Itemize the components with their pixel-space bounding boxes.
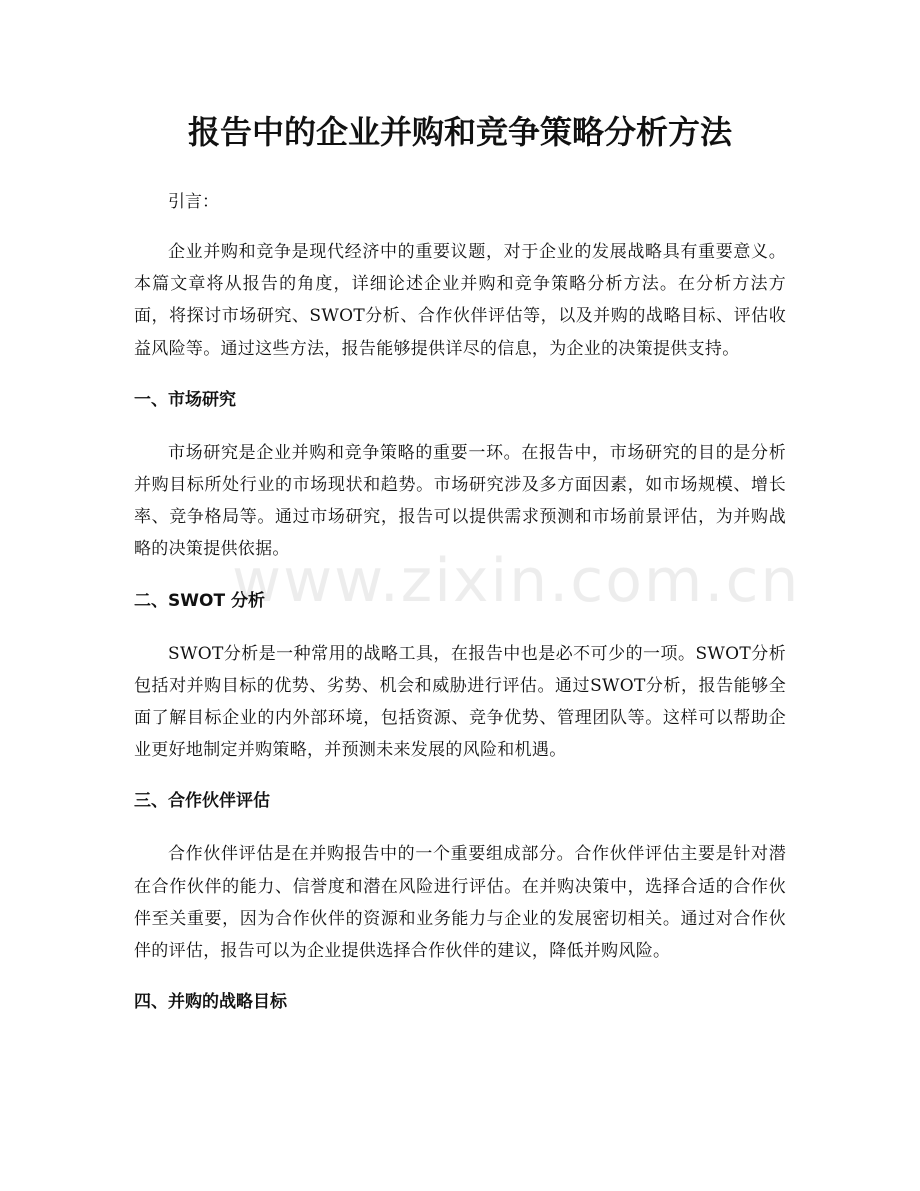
- document-body: [134, 182, 786, 1039]
- intro-label: 引言：: [168, 192, 219, 212]
- section-paragraph-market-research: 市场研究是企业并购和竞争策略的重要一环。在报告中，市场研究的目的是分析并购目标所处行业的市场现状和趋势。市场研究涉及多方面因素，如市场规模、增长率、竞争格局等。通过市场研究，报告可以提供需求预测和市场前景评估，为并购战略的决策提供依据。: [134, 442, 786, 560]
- section-heading-strategic-goals: 四、并购的战略目标: [134, 992, 287, 1013]
- document-title: 报告中的企业并购和竞争策略分析方法: [187, 113, 732, 151]
- section-heading-swot: 二、SWOT 分析: [134, 590, 265, 611]
- section-paragraph-partner-evaluation: 合作伙伴评估是在并购报告中的一个重要组成部分。合作伙伴评估主要是针对潜在合作伙伴的能力、信誉度和潜在风险进行评估。在并购决策中，选择合适的合作伙伴至关重要，因为合作伙伴的资源和业务能力与企业的发展密切相关。通过对合作伙伴的评估，报告可以为企业提供选择合作伙伴的建议，降低并购风险。: [134, 844, 786, 962]
- section-paragraph-swot: SWOT分析是一种常用的战略工具，在报告中也是必不可少的一项。SWOT分析包括对并购目标的优势、劣势、机会和威胁进行评估。通过SWOT分析，报告能够全面了解目标企业的内外部环境，包括资源、竞争优势、管理团队等。这样可以帮助企业更好地制定并购策略，并预测未来发展的风险和机遇。: [134, 643, 786, 761]
- watermark: www.zixin.com.cn: [232, 546, 801, 616]
- intro-paragraph: 企业并购和竞争是现代经济中的重要议题，对于企业的发展战略具有重要意义。本篇文章将从报告的角度，详细论述企业并购和竞争策略分析方法。在分析方法方面，将探讨市场研究、SWOT分析、合作伙伴评估等，以及并购的战略目标、评估收益风险等。通过这些方法，报告能够提供详尽的信息，为企业的决策提供支持。: [134, 242, 786, 359]
- section-heading-market-research: 一、市场研究: [134, 389, 236, 410]
- section-heading-partner-evaluation: 三、合作伙伴评估: [134, 791, 270, 812]
